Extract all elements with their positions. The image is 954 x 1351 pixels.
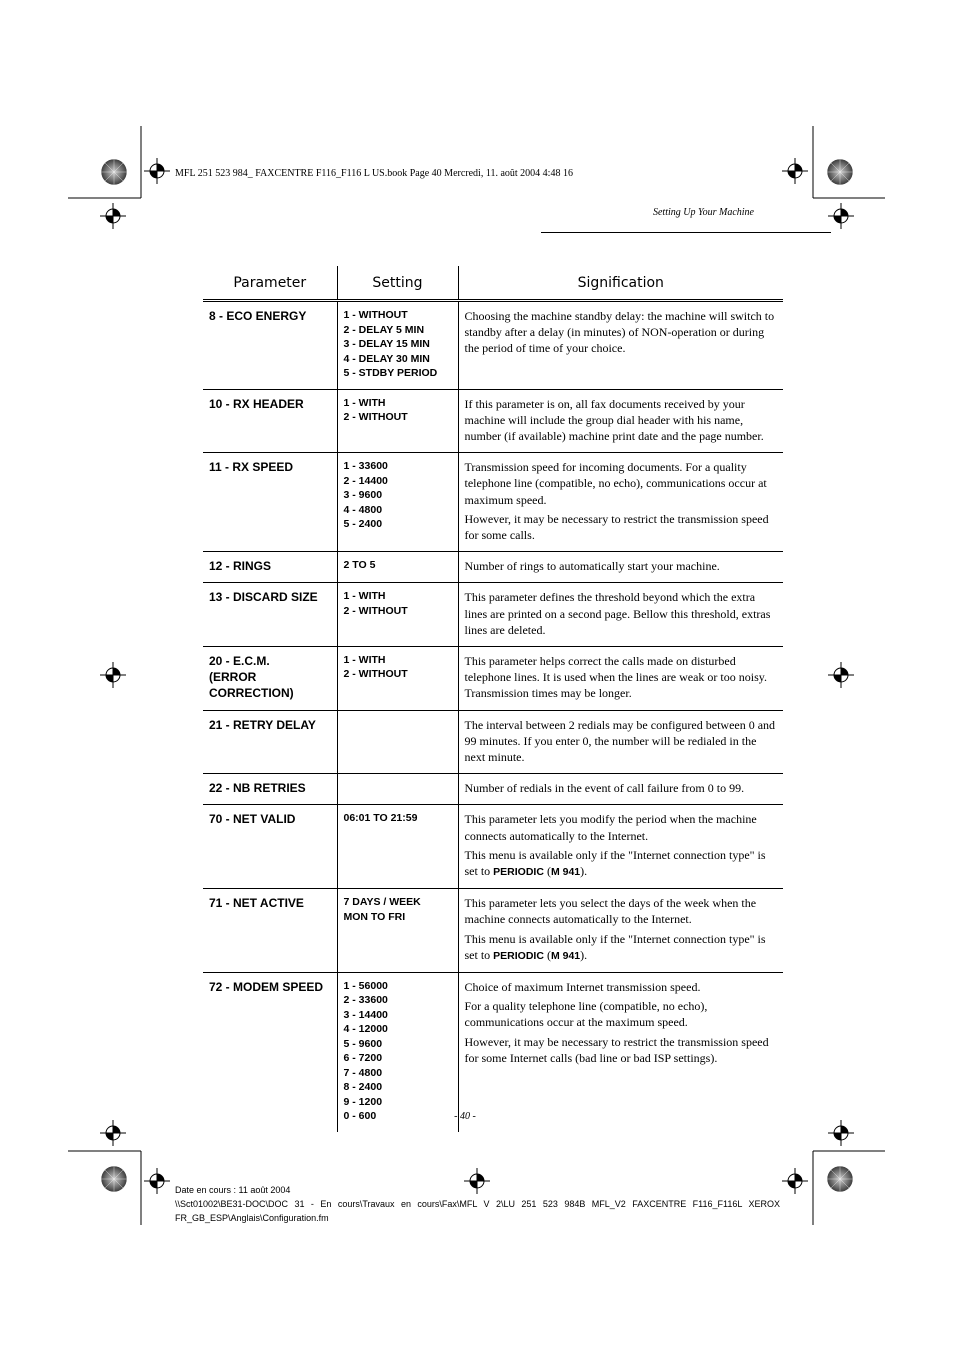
note-text: ( <box>543 863 551 878</box>
parameter-cell <box>203 646 337 710</box>
footer-date: Date en cours : 11 août 2004 <box>175 1185 291 1195</box>
setting-option: 2 TO 5 <box>343 559 376 572</box>
parameter-table <box>203 266 783 1132</box>
parameter-name: 70 - NET VALID <box>209 812 296 827</box>
parameter-cell <box>203 972 337 1132</box>
parameter-cell <box>203 389 337 453</box>
column-header-signification: Signification <box>458 266 783 301</box>
parameter-cell <box>203 301 337 390</box>
table-row <box>203 805 783 889</box>
setting-option: 2 - WITHOUT <box>343 604 408 617</box>
parameter-name: 12 - RINGS <box>209 559 272 574</box>
parameter-cell <box>203 583 337 647</box>
signification-text: Choosing the machine standby delay: the machine will switch to standby after a delay (in minutes) of NON-operation or during the period of time of your choice. <box>464 309 775 356</box>
setting-option: 4 - 12000 <box>343 1023 388 1036</box>
setting-option: 3 - DELAY 15 MIN <box>343 338 430 350</box>
setting-cell <box>337 710 458 774</box>
table-row <box>203 774 783 805</box>
parameter-name: 20 - E.C.M. <box>209 653 270 668</box>
signification-text: Number of redials in the event of call failure from 0 to 99. <box>464 781 745 796</box>
setting-option: 3 - 9600 <box>343 489 383 502</box>
signification-cell <box>458 889 783 973</box>
footer-path: \\Sct01002\BE31-DOC\DOC 31 - En cours\Travaux en cours\Fax\MFL V 2\LU 251 523 984B MFL_V2 FAXCENTRE F116_F116L XEROX <box>175 1199 780 1209</box>
signification-cell <box>458 710 783 774</box>
signification-cell <box>458 805 783 889</box>
signification-text: This parameter helps correct the calls made on disturbed telephone lines. It is used when the lines are weak or too noisy. Transmission times may be longer. <box>464 653 767 701</box>
menu-keyword: M 941 <box>550 865 581 878</box>
parameter-name: 13 - DISCARD SIZE <box>209 590 318 605</box>
setting-option: 2 - DELAY 5 MIN <box>343 323 425 336</box>
parameter-name: 10 - RX HEADER <box>209 396 304 411</box>
setting-option: 2 - WITHOUT <box>343 411 408 423</box>
setting-option: 1 - WITH <box>343 396 386 409</box>
setting-option: 2 - WITHOUT <box>343 668 408 681</box>
setting-option: 8 - 2400 <box>343 1081 383 1094</box>
running-head: Setting Up Your Machine <box>652 207 754 218</box>
setting-option: 0 - 600 <box>343 1110 377 1123</box>
note-text: This menu is available only if the "Internet connection type" is set to <box>464 931 766 962</box>
availability-note <box>465 931 779 964</box>
setting-option: 2 - 33600 <box>343 994 388 1007</box>
parameter-name: 21 - RETRY DELAY <box>209 717 316 732</box>
table-row <box>203 583 783 647</box>
column-header-parameter: Parameter <box>203 266 337 301</box>
setting-cell <box>337 889 458 973</box>
menu-keyword: PERIODIC <box>493 865 544 878</box>
signification-text: However, it may be necessary to restrict the transmission speed for some Internet calls (bad line or bad ISP settings). <box>464 1034 769 1065</box>
parameter-cell <box>203 774 337 805</box>
availability-note <box>465 847 779 880</box>
signification-text: If this parameter is on, all fax documents received by your machine will include the group dial header with his name, number (if available) machine print date and the page number. <box>464 396 764 443</box>
table-row <box>203 453 783 552</box>
signification-cell <box>458 552 783 583</box>
signification-text: Choice of maximum Internet transmission speed. <box>464 979 701 994</box>
parameter-cell <box>203 552 337 583</box>
setting-option: MON TO FRI <box>343 910 406 923</box>
note-text: ). <box>580 863 588 878</box>
setting-cell <box>337 301 458 390</box>
table-row <box>203 972 783 1132</box>
note-text: ( <box>543 947 551 962</box>
parameter-name: (ERROR <box>209 669 257 684</box>
table-row <box>203 889 783 973</box>
parameter-name: 71 - NET ACTIVE <box>209 896 304 911</box>
signification-text: This parameter lets you modify the period when the machine connects automatically to the Internet. <box>464 812 757 843</box>
table-row <box>203 646 783 710</box>
note-text: ). <box>580 947 588 962</box>
setting-option: 5 - 9600 <box>343 1037 383 1050</box>
signification-text: Transmission speed for incoming documents. For a quality telephone line (compatible, no echo), communications occur at maximum speed. <box>464 460 767 507</box>
parameter-name: CORRECTION) <box>209 685 294 700</box>
setting-option: 7 - 4800 <box>343 1066 383 1079</box>
note-text: This menu is available only if the "Internet connection type" is set to <box>464 847 766 878</box>
menu-keyword: PERIODIC <box>493 949 544 962</box>
setting-option: 9 - 1200 <box>343 1095 383 1108</box>
signification-text: This parameter defines the threshold beyond which the extra lines are printed on a second page. Bellow this threshold, extras lines are deleted. <box>464 590 771 637</box>
parameter-cell <box>203 889 337 973</box>
signification-cell <box>458 774 783 805</box>
setting-option: 2 - 14400 <box>343 474 388 487</box>
signification-cell <box>458 583 783 647</box>
signification-text: For a quality telephone line (compatible, no echo), communications occur at the maximum speed. <box>464 999 708 1030</box>
signification-text: This parameter lets you select the days of the week when the machine connects automatically to the Internet. <box>464 896 757 927</box>
footer-file: FR_GB_ESP\Anglais\Configuration.fm <box>175 1213 329 1223</box>
column-header-setting: Setting <box>337 266 458 301</box>
parameter-name: 8 - ECO ENERGY <box>209 309 307 323</box>
setting-cell <box>337 552 458 583</box>
signification-cell <box>458 389 783 453</box>
setting-cell <box>337 774 458 805</box>
parameter-name: 72 - MODEM SPEED <box>209 979 324 994</box>
setting-cell <box>337 389 458 453</box>
setting-cell <box>337 972 458 1132</box>
signification-cell <box>458 453 783 552</box>
signification-text: The interval between 2 redials may be configured between 0 and 99 minutes. If you enter 0, the number will be redialed in the next minute. <box>464 717 776 764</box>
setting-option: 4 - 4800 <box>343 503 383 516</box>
menu-keyword: M 941 <box>550 949 581 962</box>
parameter-cell <box>203 805 337 889</box>
signification-cell <box>458 301 783 390</box>
table-row <box>203 301 783 390</box>
table-row <box>203 552 783 583</box>
parameter-name: 11 - RX SPEED <box>209 460 294 475</box>
book-header: MFL 251 523 984_ FAXCENTRE F116_F116 L US.book Page 40 Mercredi, 11. août 2004 4:48 16 <box>175 168 573 179</box>
table-header-row <box>203 266 783 301</box>
signification-cell <box>458 646 783 710</box>
setting-option: 3 - 14400 <box>343 1008 388 1021</box>
signification-text: However, it may be necessary to restrict the transmission speed for some calls. <box>464 511 769 542</box>
setting-option: 1 - WITH <box>343 590 386 603</box>
setting-option: 6 - 7200 <box>343 1052 383 1065</box>
setting-option: 1 - WITHOUT <box>343 309 408 321</box>
setting-option: 7 DAYS / WEEK <box>343 896 421 909</box>
header-rule <box>541 232 831 233</box>
setting-cell <box>337 805 458 889</box>
setting-option: 1 - 33600 <box>343 460 388 473</box>
signification-cell <box>458 972 783 1132</box>
footer <box>175 1183 780 1225</box>
setting-cell <box>337 453 458 552</box>
table-row <box>203 710 783 774</box>
setting-option: 4 - DELAY 30 MIN <box>343 352 430 365</box>
parameter-name: 22 - NB RETRIES <box>209 781 306 796</box>
setting-option: 06:01 TO 21:59 <box>343 812 418 825</box>
signification-text: Number of rings to automatically start your machine. <box>464 559 720 574</box>
setting-option: 5 - STDBY PERIOD <box>343 367 438 379</box>
setting-option: 1 - 56000 <box>343 979 388 992</box>
setting-cell <box>337 583 458 647</box>
parameter-cell <box>203 710 337 774</box>
setting-cell <box>337 646 458 710</box>
table-row <box>203 389 783 453</box>
parameter-cell <box>203 453 337 552</box>
setting-option: 5 - 2400 <box>343 518 383 531</box>
setting-option: 1 - WITH <box>343 653 386 666</box>
page-number: - 40 - <box>454 1111 476 1122</box>
